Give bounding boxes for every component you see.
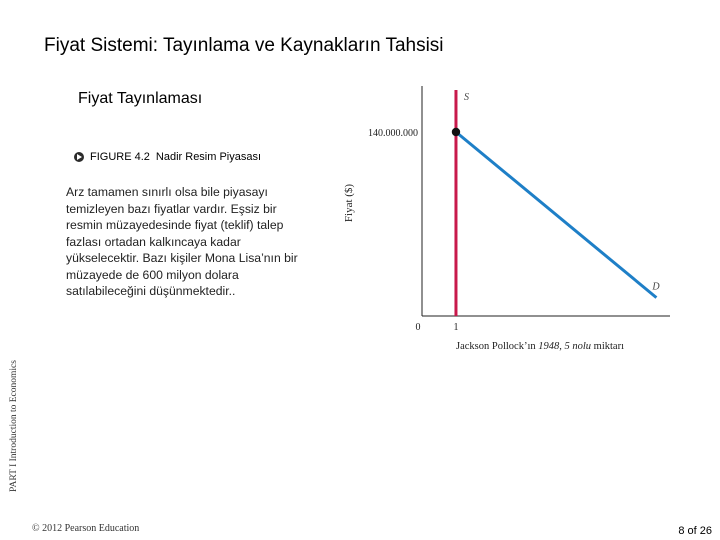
supply-series-label: S — [463, 92, 469, 103]
body-paragraph: Arz tamamen sınırlı olsa bile piyasayı temizleyen bazı fiyatlar vardır. Eşsiz bir resmin müzayedesinde fiyat (teklif) talep fazlası ortadan kalkıncaya kadar yükselecektir. Bazı kişiler Mona Lisa’nın bir müzayede de 600 milyon dolara satılabileceğini düşünmektedir.. — [66, 185, 298, 298]
rare-painting-market-chart — [330, 78, 675, 358]
x-axis-label-prefix: Jackson Pollock’ın — [456, 341, 539, 352]
x-tick-label: 0 — [415, 322, 421, 333]
y-axis-label: Fiyat ($) — [343, 183, 355, 223]
demand-series-label: D — [652, 281, 660, 293]
copyright-notice: © 2012 Pearson Education — [32, 523, 140, 534]
part-side-label: PART I Introduction to Economics — [9, 360, 19, 492]
figure-title: Nadir Resim Piyasası — [155, 151, 262, 163]
x-tick-labels — [416, 322, 459, 333]
demand-curve — [456, 132, 656, 298]
figure-caption — [74, 151, 261, 163]
equilibrium-point — [452, 128, 460, 136]
x-tick-label: 1 — [453, 322, 459, 333]
x-axis-label-italic: 1948, 5 nolu — [538, 341, 592, 352]
y-tick-label: 140.000.000 — [368, 128, 418, 139]
x-axis-label-suffix: miktarı — [591, 341, 624, 352]
y-tick-labels — [368, 128, 418, 139]
page-number: 8 of 26 — [678, 525, 712, 537]
x-axis-label — [456, 341, 624, 352]
section-subtitle: Fiyat Tayınlaması — [78, 90, 203, 107]
figure-number: FIGURE 4.2 — [90, 151, 150, 163]
play-bullet-icon — [74, 152, 84, 162]
slide-title: Fiyat Sistemi: Tayınlama ve Kaynakların Tahsisi — [44, 35, 444, 56]
